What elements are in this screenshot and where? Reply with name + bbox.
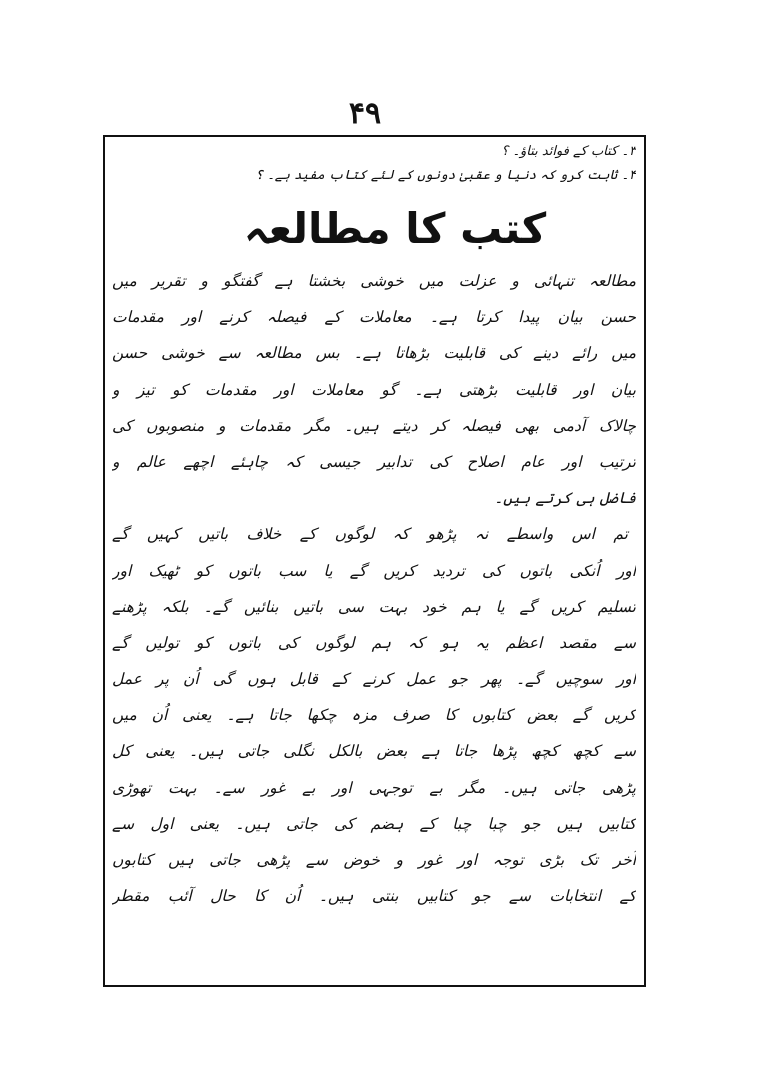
text-line: کتابیں ہیں جو چبا چبا کے ہضم کی جاتی ہیں۔ یعنی اول سے <box>112 814 636 833</box>
text-line: کریں گے بعض کتابوں کا صرف مزہ چکھا جاتا ہے۔ یعنی اُن میں <box>112 706 636 725</box>
text-line: فاضل ہی کرتے ہیں۔ <box>494 489 636 508</box>
text-line: بیان اور قابلیت بڑھتی ہے۔ گو معاملات اور مقدمات کو تیز و <box>112 380 636 399</box>
text-line: کے انتخابات سے جو کتابیں بنتی ہیں۔ اُن کا حال آئب مقطر <box>112 887 636 906</box>
text-line: اور اُنکی باتوں کی تردید کریں گے یا سب باتوں کو ٹھیک اور <box>112 561 636 580</box>
text-line: سے مقصد اعظم یہ ہو کہ ہم لوگوں کی باتوں کو تولیں گے <box>112 633 636 652</box>
text-line: پڑھی جاتی ہیں۔ مگر بے توجہی اور بے غور سے۔ بہت تھوڑی <box>112 778 636 797</box>
text-line: تسلیم کریں گے یا ہم خود بہت سی باتیں بنائیں گے۔ بلکہ پڑھنے <box>112 597 636 616</box>
exercise-questions <box>200 140 636 188</box>
text-line: تم اس واسطے نہ پڑھو کہ لوگوں کے خلاف باتیں کہیں گے <box>112 525 628 544</box>
text-line: ترتیب اور عام اصلاح کی تدابیر جیسی کہ چاہئے اچھے عالم و <box>112 452 636 471</box>
text-line: میں رائے دینے کی قابلیت بڑھاتا ہے۔ بس مطالعہ سے خوشی حسن <box>112 344 636 363</box>
text-line: اور سوچیں گے۔ پھر جو عمل کرنے کے قابل ہوں گی اُن پر عمل <box>112 670 636 689</box>
question-3: ۳۔ کتاب کے فوائد بتاؤ۔ ؟ <box>501 144 636 159</box>
text-line: مطالعہ تنہائی و عزلت میں خوشی بخشتا ہے گفتگو و تقریر میں <box>112 272 636 290</box>
chapter-title: کتب کا مطالعہ <box>243 204 547 253</box>
text-line: آخر تک بڑی توجہ اور غور و خوض سے پڑھی جاتی ہیں کتابوں <box>112 851 636 869</box>
text-line: چالاک آدمی بھی فیصلہ کر دیتے ہیں۔ مگر مقدمات و منصوبوں کی <box>112 416 636 435</box>
question-4: ۴۔ ثابت کرو کہ دنیا و عقبیٰ دونوں کے لئے کتاب مفید ہے۔ ؟ <box>255 168 636 183</box>
essay-body <box>112 263 636 914</box>
page-number: ۴۹ <box>348 96 382 131</box>
text-line: حسن بیان پیدا کرتا ہے۔ معاملات کے فیصلہ کرنے اور مقدمات <box>112 308 636 327</box>
text-line: سے کچھ کچھ پڑھا جاتا ہے بعض بالکل نگلی جاتی ہیں۔ یعنی کل <box>112 742 636 761</box>
